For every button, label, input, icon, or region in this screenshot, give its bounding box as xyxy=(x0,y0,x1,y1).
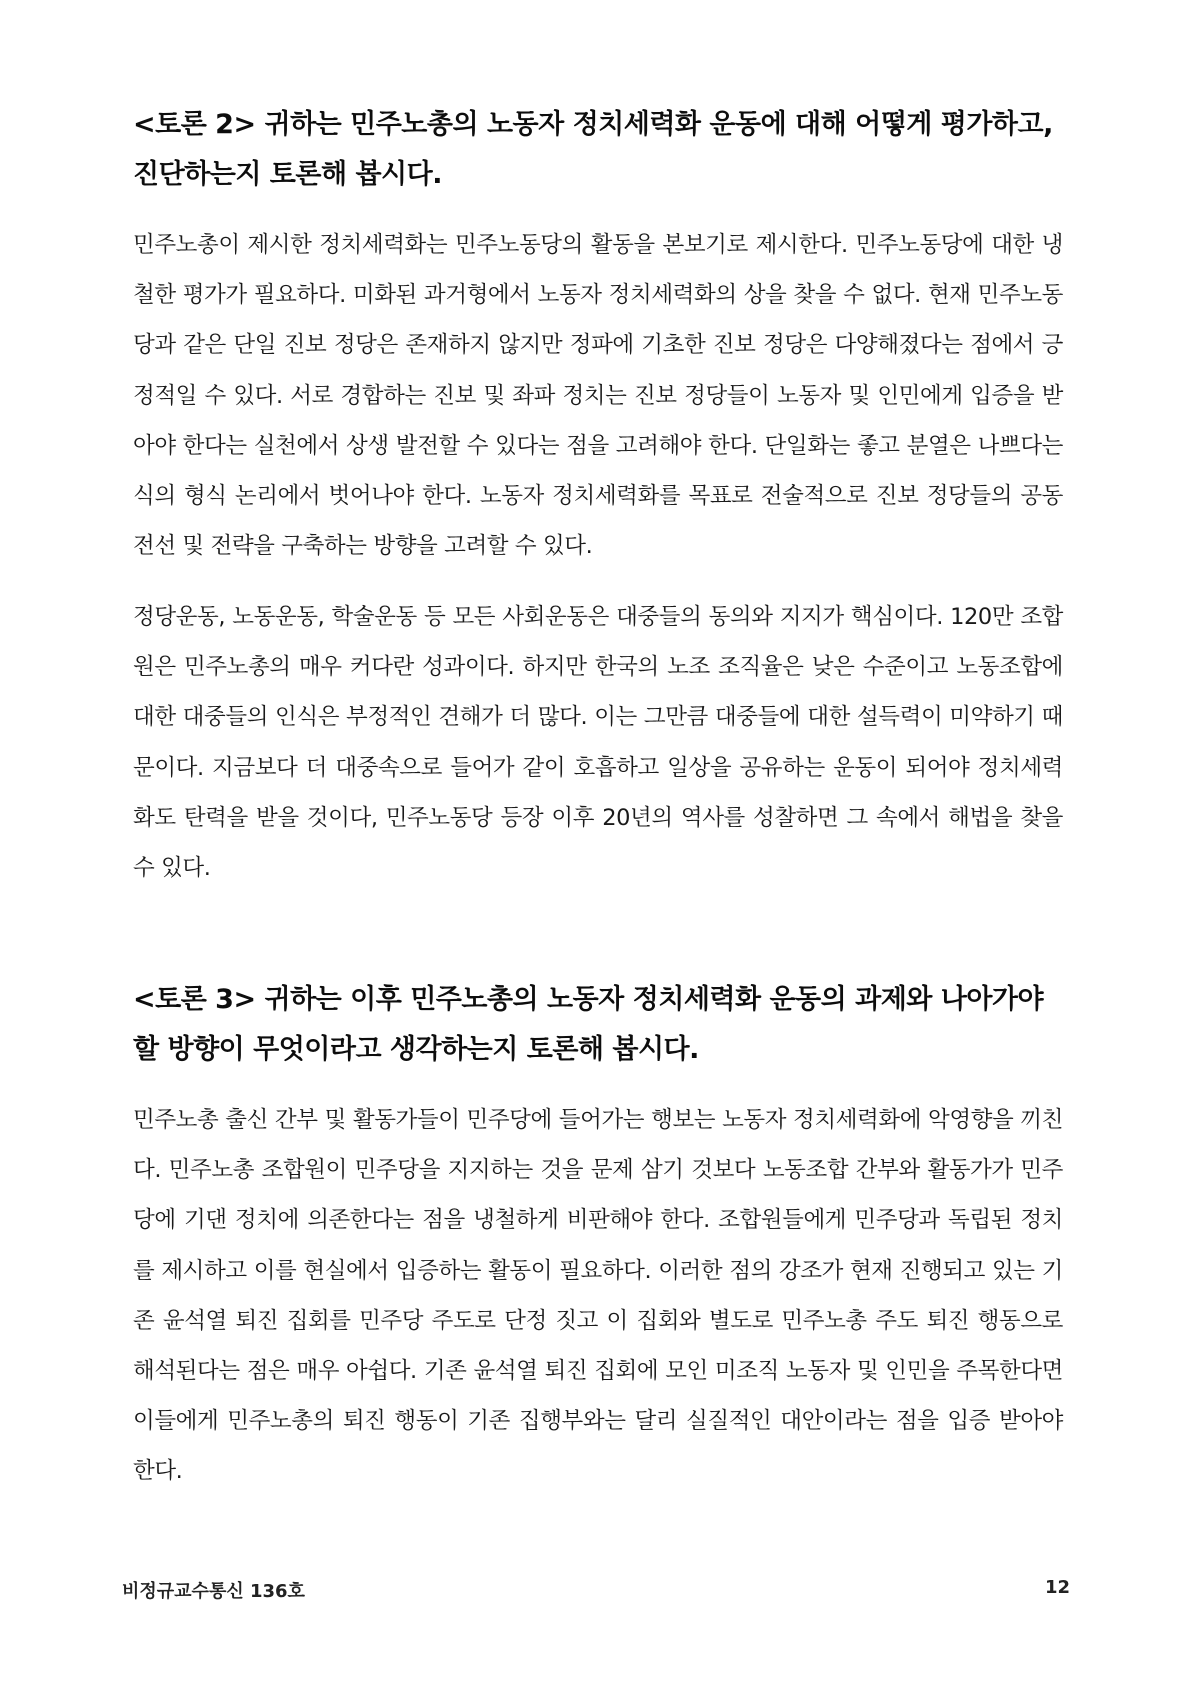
footer-publication: 비정규교수통신 136호 xyxy=(122,1581,305,1602)
section-2-paragraph-2: 정당운동, 노동운동, 학술운동 등 모든 사회운동은 대중들의 동의와 지지가 핵심이다. 120만 조합원은 민주노총의 매우 커다란 성과이다. 하지만 한국의 노조 조직율은 낮은 수준이고 노동조합에 대한 대중들의 인식은 부정적인 견해가 더 많다. 이는 그만큼 대중들에 대한 설득력이 미약하기 때문이다. 지금보다 더 대중속으로 들어가 같이 호흡하고 일상을 공유하는 운동이 되어야 정치세력화도 탄력을 받을 것이다, 민주노동당 등장 이후 20년의 역사를 성찰하면 그 속에서 해법을 찾을 수 있다. xyxy=(133,604,1063,882)
section-2-heading: <토론 2> 귀하는 민주노총의 노동자 정치세력화 운동에 대해 어떻게 평가하고, 진단하는지 토론해 봅시다. xyxy=(133,109,1053,190)
section-2-paragraph-1: 민주노총이 제시한 정치세력화는 민주노동당의 활동을 본보기로 제시한다. 민주노동당에 대한 냉철한 평가가 필요하다. 미화된 과거형에서 노동자 정치세력화의 상을 찾을 수 없다. 현재 민주노동당과 같은 단일 진보 정당은 존재하지 않지만 정파에 기초한 진보 정당은 다양해졌다는 점에서 긍정적일 수 있다. 서로 경합하는 진보 및 좌파 정치는 진보 정당들이 노동자 및 인민에게 입증을 받아야 한다는 실천에서 상생 발전할 수 있다는 점을 고려해야 한다. 단일화는 좋고 분열은 나쁘다는 식의 형식 논리에서 벗어나야 한다. 노동자 정치세력화를 목표로 전술적으로 진보 정당들의 공동 전선 및 전략을 구축하는 방향을 고려할 수 있다. xyxy=(133,232,1063,560)
section-3-paragraph-1: 민주노총 출신 간부 및 활동가들이 민주당에 들어가는 행보는 노동자 정치세력화에 악영향을 끼친다. 민주노총 조합원이 민주당을 지지하는 것을 문제 삼기 것보다 노동조합 간부와 활동가가 민주당에 기댄 정치에 의존한다는 점을 냉철하게 비판해야 한다. 조합원들에게 민주당과 독립된 정치를 제시하고 이를 현실에서 입증하는 활동이 필요하다. 이러한 점의 강조가 현재 진행되고 있는 기존 윤석열 퇴진 집회를 민주당 주도로 단정 짓고 이 집회와 별도로 민주노총 주도 퇴진 행동으로 해석된다는 점은 매우 아쉽다. 기존 윤석열 퇴진 집회에 모인 미조직 노동자 및 인민을 주목한다면 이들에게 민주노총의 퇴진 행동이 기존 집행부와는 달리 실질적인 대안이라는 점을 입증 받아야 한다. xyxy=(133,1107,1064,1485)
footer-page-number: 12 xyxy=(1044,1577,1070,1598)
section-3-heading: <토론 3> 귀하는 이후 민주노총의 노동자 정치세력화 운동의 과제와 나아가야 할 방향이 무엇이라고 생각하는지 토론해 봅시다. xyxy=(133,984,1044,1065)
